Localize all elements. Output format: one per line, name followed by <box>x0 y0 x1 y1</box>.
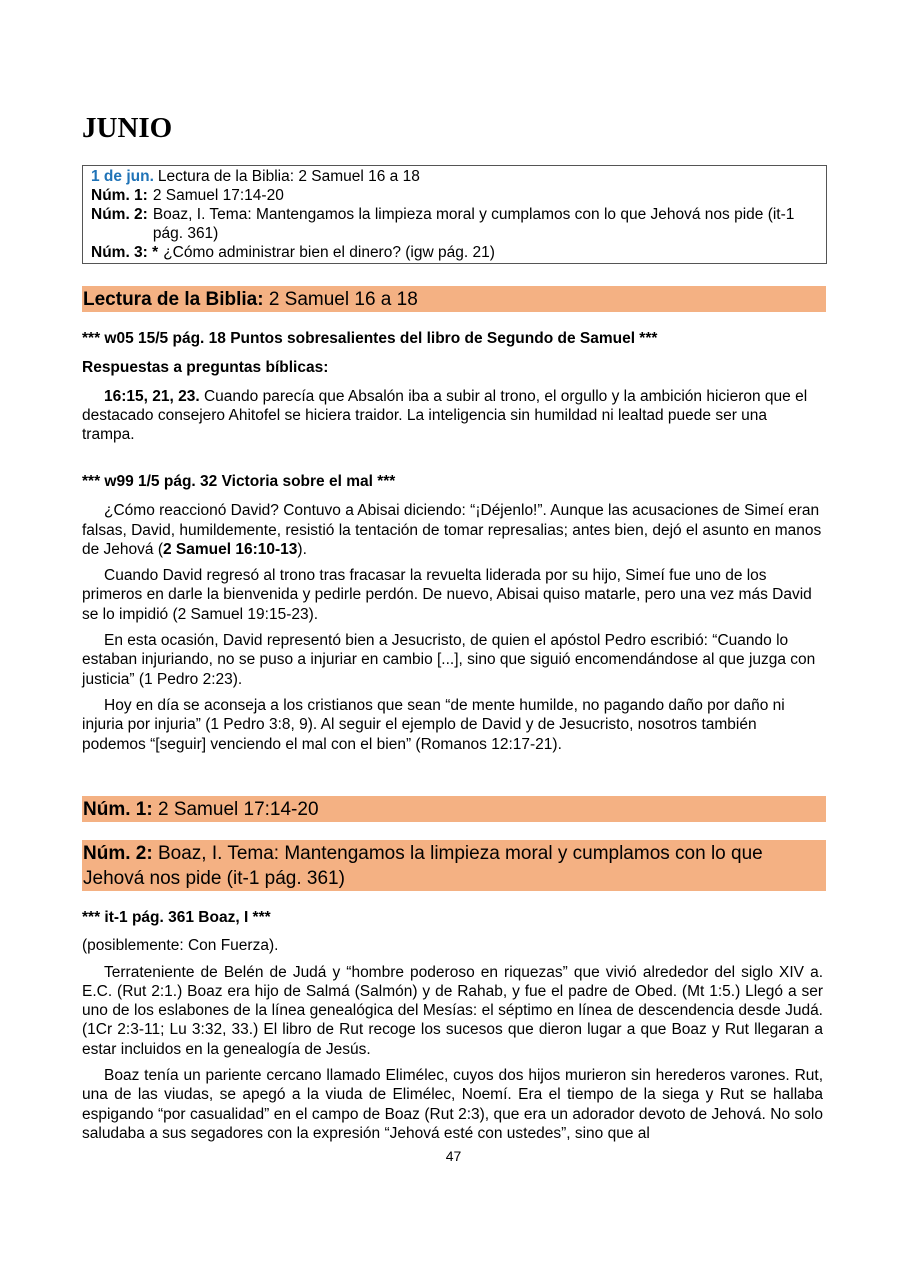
schedule-box <box>82 165 827 264</box>
band-num1-text: 2 Samuel 17:14-20 <box>157 799 319 820</box>
schedule-num2-label: Núm. 2: <box>91 206 148 223</box>
schedule-reading: Lectura de la Biblia: 2 Samuel 16 a 18 <box>157 168 420 185</box>
w05-ref: 16:15, 21, 23. <box>104 387 200 405</box>
schedule-num3-label: Núm. 3: * <box>91 244 159 261</box>
band-num2-text: Boaz, I. Tema: Mantengamos la limpieza moral y cumplamos con lo que Jehová nos pide (it-1 pág. 361) <box>83 843 763 889</box>
w99-paragraph-2: Cuando David regresó al trono tras fracasar la revuelta liderada por su hijo, Simeí fue uno de los primeros en darle la bienvenida y pedirle perdón. De nuevo, Abisai quiso matarle, pero una vez más David se lo impidió (2 Samuel 19:15-23). <box>82 567 812 623</box>
it1-meaning: (posiblemente: Con Fuerza). <box>82 937 279 955</box>
schedule-num3-row <box>91 243 820 262</box>
schedule-num1-label: Núm. 1: <box>91 187 148 204</box>
page-number: 47 <box>445 1148 462 1164</box>
w99-header: *** w99 1/5 pág. 32 Victoria sobre el mal *** <box>82 473 396 490</box>
it1-header: *** it-1 pág. 361 Boaz, I *** <box>82 909 271 926</box>
band-reading-text: 2 Samuel 16 a 18 <box>268 289 418 310</box>
w05-section <box>82 329 823 451</box>
schedule-num2-text: Boaz, I. Tema: Mantengamos la limpieza moral y cumplamos con lo que Jehová nos pide (it-1 pág. 361) <box>152 206 795 242</box>
schedule-num1-row <box>91 186 820 205</box>
w99-p1-ref: 2 Samuel 16:10-13 <box>163 540 298 558</box>
month-title: JUNIO <box>82 112 173 144</box>
w99-p1-b: ). <box>297 540 307 558</box>
w99-section <box>82 472 823 761</box>
w05-text: Cuando parecía que Absalón iba a subir al trono, el orgullo y la ambición hicieron que el destacado consejero Ahitofel se hiciera traidor. La inteligencia sin humildad ni lealtad puede ser una trampa. <box>82 387 808 444</box>
schedule-date: 1 de jun. <box>91 168 154 185</box>
section-band-num2 <box>82 840 826 891</box>
schedule-num2-row <box>91 205 820 243</box>
it1-paragraph-1: Terrateniente de Belén de Judá y “hombre poderoso en riquezas” que vivió alrededor del siglo XIV a. E.C. (Rut 2:1.) Boaz era hijo de Salmá (Salmón) y de Rahab, y fue el padre de Obed. (Mt 1:5.) Llegó a ser uno de los eslabones de la línea genealógica del Mesías: el séptimo en línea de descendencia desde Judá. (1Cr 2:3-11; Lu 3:32, 33.) El libro de Rut recoge los sucesos que dieron lugar a que Boaz y Rut llegaran a estar incluidos en la genealogía de Jesús. <box>82 963 823 1058</box>
w99-p1-a: ¿Cómo reaccionó David? Contuvo a Abisai diciendo: “¡Déjenlo!”. Aunque las acusaciones de Simeí eran falsas, David, humildemente, resistió la tentación de tomar represalias; antes bien, dejó el asunto en manos de Jehová ( <box>82 502 822 558</box>
w05-paragraph <box>82 387 823 445</box>
w99-paragraph-1 <box>82 501 823 559</box>
section-band-num1 <box>82 796 826 822</box>
w05-subheader: Respuestas a preguntas bíblicas: <box>82 359 329 377</box>
schedule-reading-row <box>91 167 820 186</box>
it1-paragraph-2: Boaz tenía un pariente cercano llamado Elimélec, cuyos dos hijos murieron sin herederos varones. Rut, una de las viudas, se apegó a la viuda de Elimélec, Noemí. Era el tiempo de la siega y Rut se hallaba espigando “por casualidad” en el campo de Boaz (Rut 2:3), que era un adorador devoto de Jehová. No solo saludaba a sus segadores con la expresión “Jehová esté con ustedes”, sino que al <box>82 1067 823 1142</box>
band-num2-label: Núm. 2: <box>83 843 153 864</box>
w99-paragraph-4: Hoy en día se aconseja a los cristianos que sean “de mente humilde, no pagando daño por daño ni injuria por injuria” (1 Pedro 3:8, 9). Al seguir el ejemplo de David y de Jesucristo, nosotros también podemos “[seguir] venciendo el mal con el bien” (Romanos 12:17-21). <box>82 696 785 753</box>
band-num1-label: Núm. 1: <box>83 799 153 820</box>
band-reading-label: Lectura de la Biblia: <box>83 289 264 310</box>
schedule-num1-text: 2 Samuel 17:14-20 <box>152 187 284 204</box>
section-band-reading <box>82 286 826 312</box>
schedule-num3-text: ¿Cómo administrar bien el dinero? (igw pág. 21) <box>163 244 495 261</box>
it1-section <box>82 908 823 1150</box>
w05-header: *** w05 15/5 pág. 18 Puntos sobresalientes del libro de Segundo de Samuel *** <box>82 330 658 347</box>
w99-paragraph-3: En esta ocasión, David representó bien a Jesucristo, de quien el apóstol Pedro escribió: “Cuando lo estaban injuriando, no se puso a injuriar en cambio [...], sino que siguió encomendándose al que juzga con justicia” (1 Pedro 2:23). <box>82 632 816 688</box>
